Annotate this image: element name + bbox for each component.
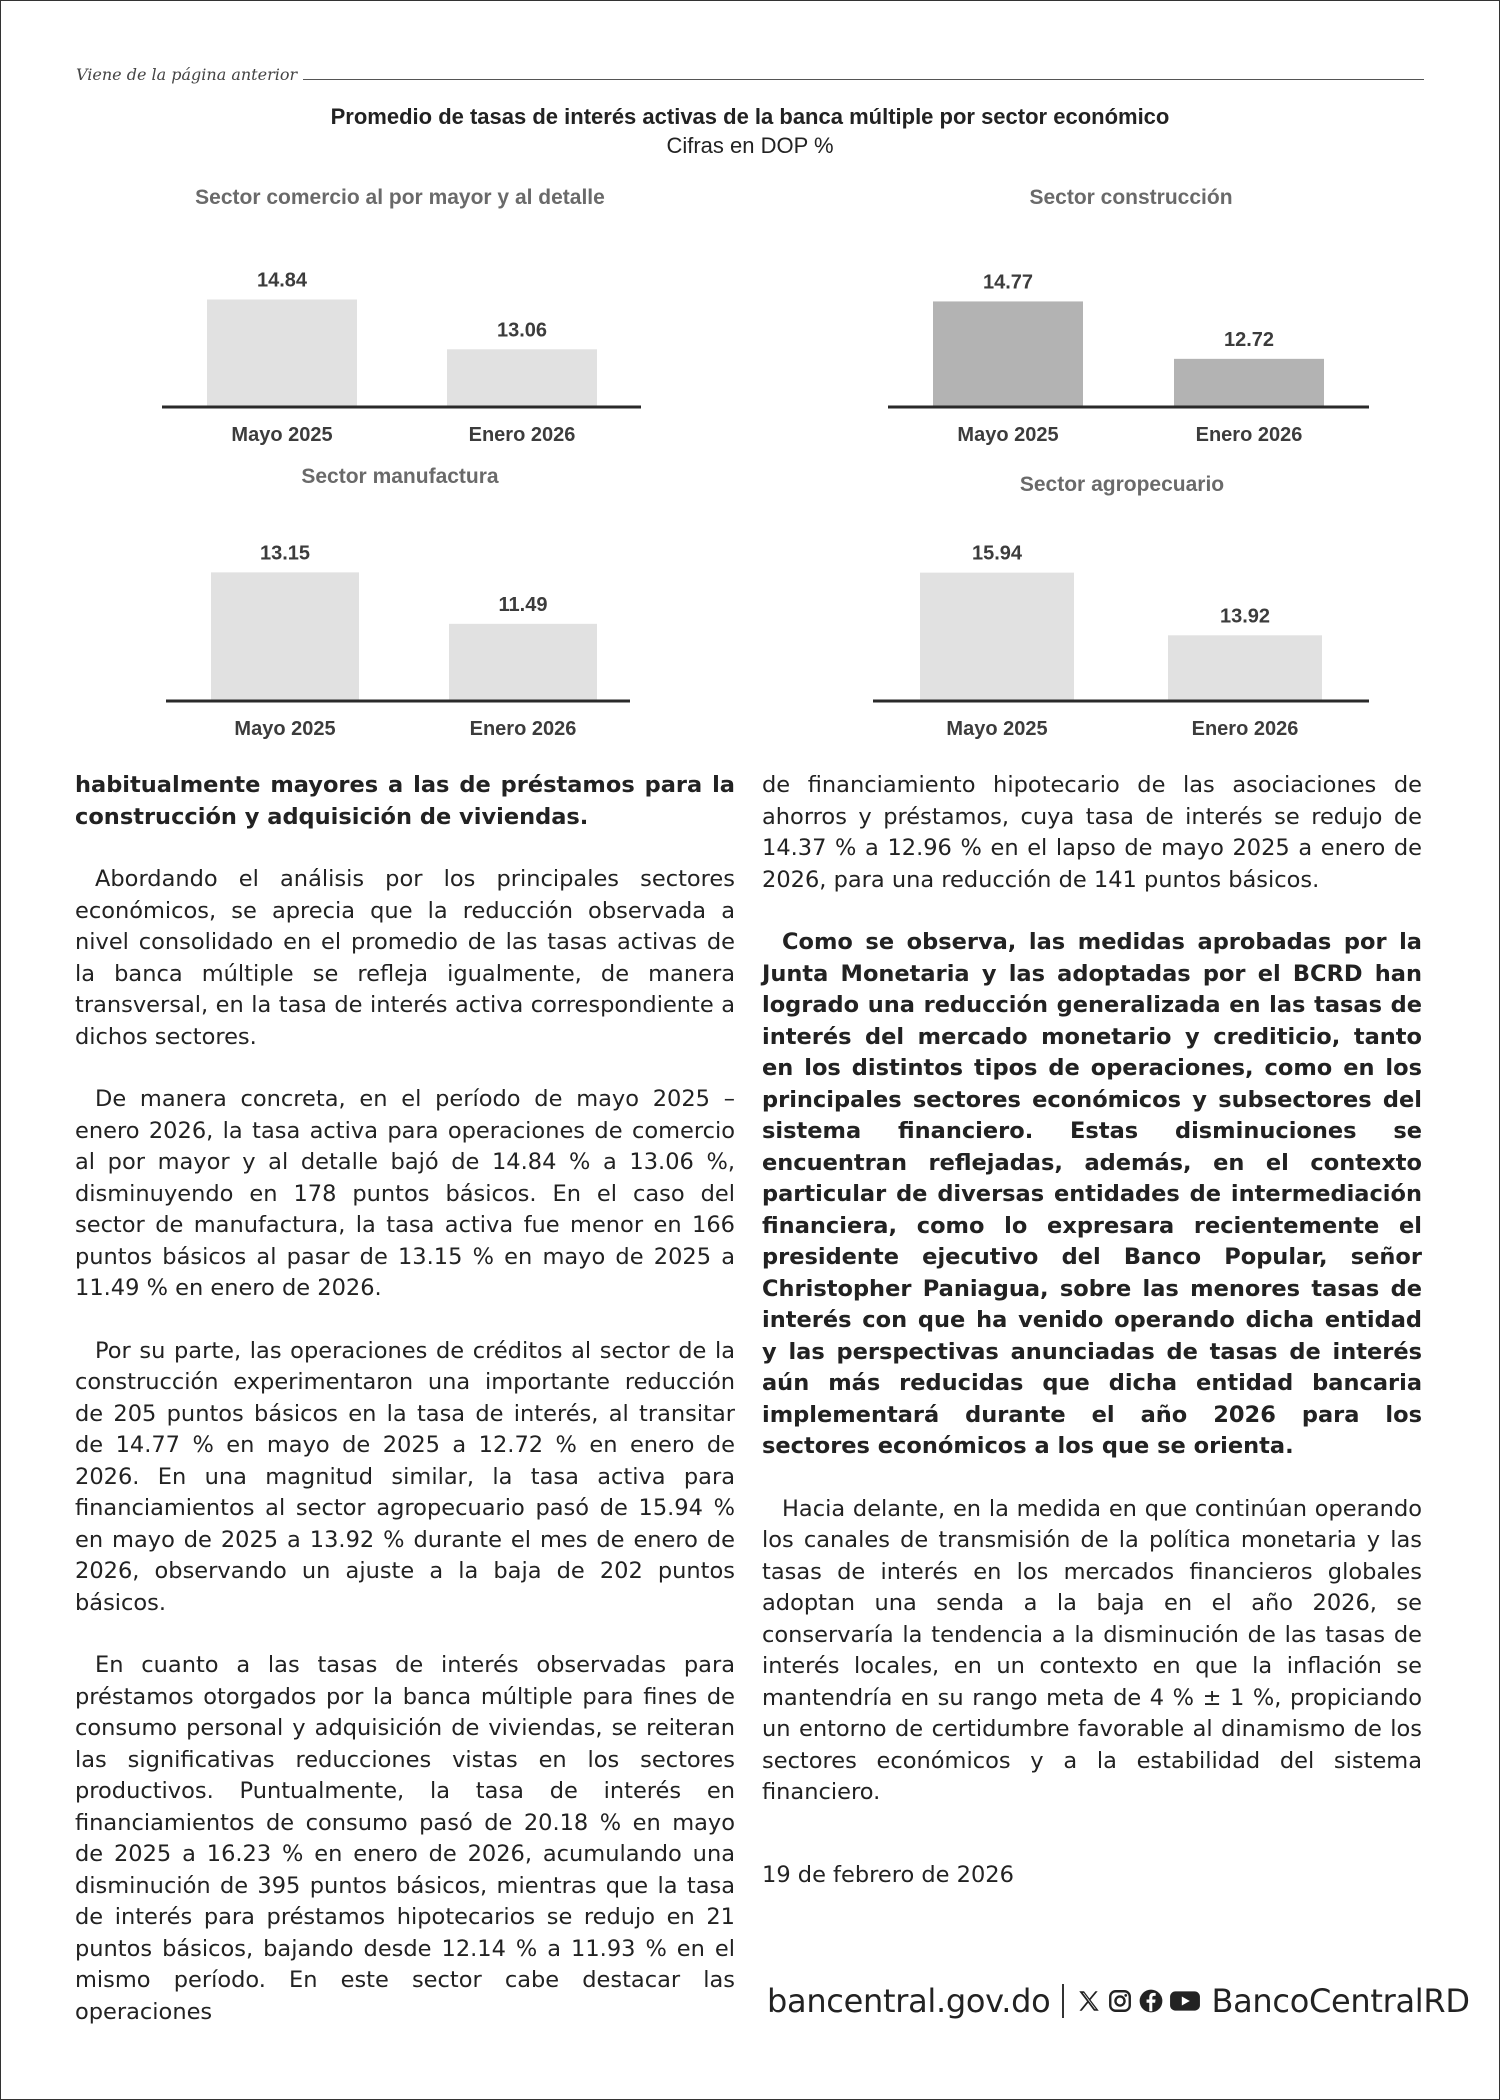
figure-subtitle: Cifras en DOP %: [666, 133, 834, 158]
bar-value-label: 13.15: [259, 542, 311, 565]
chart-bar: [933, 301, 1083, 407]
paragraph: Como se observa, las medidas aprobadas por la Junta Monetaria y las adoptadas por el BCRD han logrado una reducción generalizada en las tasas de interés del mercado monetario y crediticio, tanto en los distintos tipos de operaciones, como en los principales sectores económicos y subsectores del sistema financiero. Estas disminuciones se encuentran reflejadas, además, en el contexto particular de diversas entidades de intermediación financiera, como lo expresara recientemente el presidente ejecutivo del Banco Popular, señor Christopher Paniagua, sobre las menores tasas de interés con que ha venido operando dicha entidad y las perspectivas anunciadas de tasas de interés aún más reducidas que dicha entidad bancaria implementará durante el año 2026 para los sectores económicos a los que se orienta.: [762, 929, 1422, 1459]
category-label: Enero 2026: [469, 718, 577, 740]
publication-date: 19 de febrero de 2026: [762, 1862, 1014, 1888]
bar-value-label: 13.92: [1219, 605, 1271, 628]
right-column: [762, 770, 1422, 1840]
chart-title: Sector agropecuario: [1019, 473, 1225, 496]
chart-bar: [1174, 359, 1324, 407]
facebook-icon[interactable]: [1138, 1988, 1164, 2014]
category-label: Enero 2026: [1195, 424, 1303, 446]
bar-value-label: 13.06: [496, 319, 548, 342]
chart-bar: [447, 349, 597, 407]
chart-bar: [207, 299, 357, 407]
category-label: Enero 2026: [1191, 718, 1299, 740]
footer-separator: [1062, 1984, 1064, 2018]
paragraph: de financiamiento hipotecario de las asociaciones de ahorros y préstamos, cuya tasa de interés se redujo de 14.37 % a 12.96 % en el lapso de mayo 2025 a enero de 2026, para una reducción de 141 puntos básicos.: [762, 772, 1422, 893]
chart-bar: [920, 573, 1074, 701]
chart-bar: [211, 572, 359, 701]
bar-value-label: 14.77: [982, 271, 1034, 294]
category-label: Mayo 2025: [946, 718, 1048, 740]
chart-bar: [1168, 635, 1322, 701]
bar-value-label: 15.94: [971, 542, 1023, 565]
footer: [767, 1978, 1470, 2024]
paragraph: Hacia delante, en la medida en que continúan operando los canales de transmisión de la política monetaria y las tasas de interés en los mercados financieros globales adoptan una senda a la baja en el año 2026, se conservaría la tendencia a la disminución de las tasas de interés locales, en un contexto en que la inflación se mantendría en su rango meta de 4 % ± 1 %, propiciando un entorno de certidumbre favorable al dinamismo de los sectores económicos y a la estabilidad del sistema financiero.: [762, 1495, 1422, 1805]
paragraph: Abordando el análisis por los principales sectores económicos, se aprecia que la reducción observada a nivel consolidado en el promedio de las tasas activas de la banca múltiple se refleja igualmente, de manera transversal, en la tasa de interés activa correspondiente a dichos sectores.: [75, 866, 735, 1050]
social-handle[interactable]: BancoCentralRD: [1211, 1982, 1470, 2020]
category-label: Mayo 2025: [234, 718, 336, 740]
paragraph: Por su parte, las operaciones de créditos al sector de la construcción experimentaron una importante reducción de 205 puntos básicos en la tasa de interés, al transitar de 14.77 % en mayo de 2025 a 12.72 % en enero de 2026. En una magnitud similar, la tasa activa para financiamientos al sector agropecuario pasó de 15.94 % en mayo de 2025 a 13.92 % durante el mes de enero de 2026, observando un ajuste a la baja de 202 puntos básicos.: [75, 1337, 735, 1616]
social-icons: [1076, 1988, 1201, 2014]
sector-charts: [0, 0, 1500, 760]
x-icon[interactable]: [1076, 1988, 1102, 2014]
category-label: Mayo 2025: [231, 424, 333, 446]
chart-title: Sector construcción: [1029, 186, 1233, 209]
bar-value-label: 14.84: [256, 269, 308, 292]
chart-title: Sector comercio al por mayor y al detalle: [195, 186, 605, 209]
category-label: Mayo 2025: [957, 424, 1059, 446]
website-link[interactable]: bancentral.gov.do: [767, 1982, 1051, 2020]
paragraph: En cuanto a las tasas de interés observadas para préstamos otorgados por la banca múltiple para fines de consumo personal y adquisición de viviendas, se reiteran las significativas reducciones vistas en los sectores productivos. Puntualmente, la tasa de interés en financiamientos de consumo pasó de 20.18 % en mayo de 2025 a 16.23 % en enero de 2026, acumulando una disminución de 395 puntos básicos, mientras que la tasa de interés para préstamos hipotecarios se redujo en 21 puntos básicos, bajando desde 12.14 % a 11.93 % en el mismo período. En este sector cabe destacar las operaciones: [75, 1652, 735, 2025]
continued-label: Viene de la página anterior: [76, 65, 298, 84]
category-label: Enero 2026: [468, 424, 576, 446]
chart-title: Sector manufactura: [301, 465, 499, 488]
paragraph: De manera concreta, en el período de mayo 2025 – enero 2026, la tasa activa para operaciones de comercio al por mayor y al detalle bajó de 14.84 % a 13.06 %, disminuyendo en 178 puntos básicos. En el caso del sector de manufactura, la tasa activa fue menor en 166 puntos básicos al pasar de 13.15 % en mayo de 2025 a 11.49 % en enero de 2026.: [75, 1086, 735, 1301]
paragraph: habitualmente mayores a las de préstamos para la construcción y adquisición de viviendas.: [75, 772, 735, 830]
bar-value-label: 11.49: [498, 593, 548, 616]
bar-value-label: 12.72: [1223, 328, 1275, 351]
chart-bar: [449, 624, 597, 701]
instagram-icon[interactable]: [1107, 1988, 1133, 2014]
left-column: [75, 770, 735, 2059]
figure-title: Promedio de tasas de interés activas de la banca múltiple por sector económico: [330, 104, 1170, 129]
youtube-icon[interactable]: [1169, 1988, 1201, 2014]
